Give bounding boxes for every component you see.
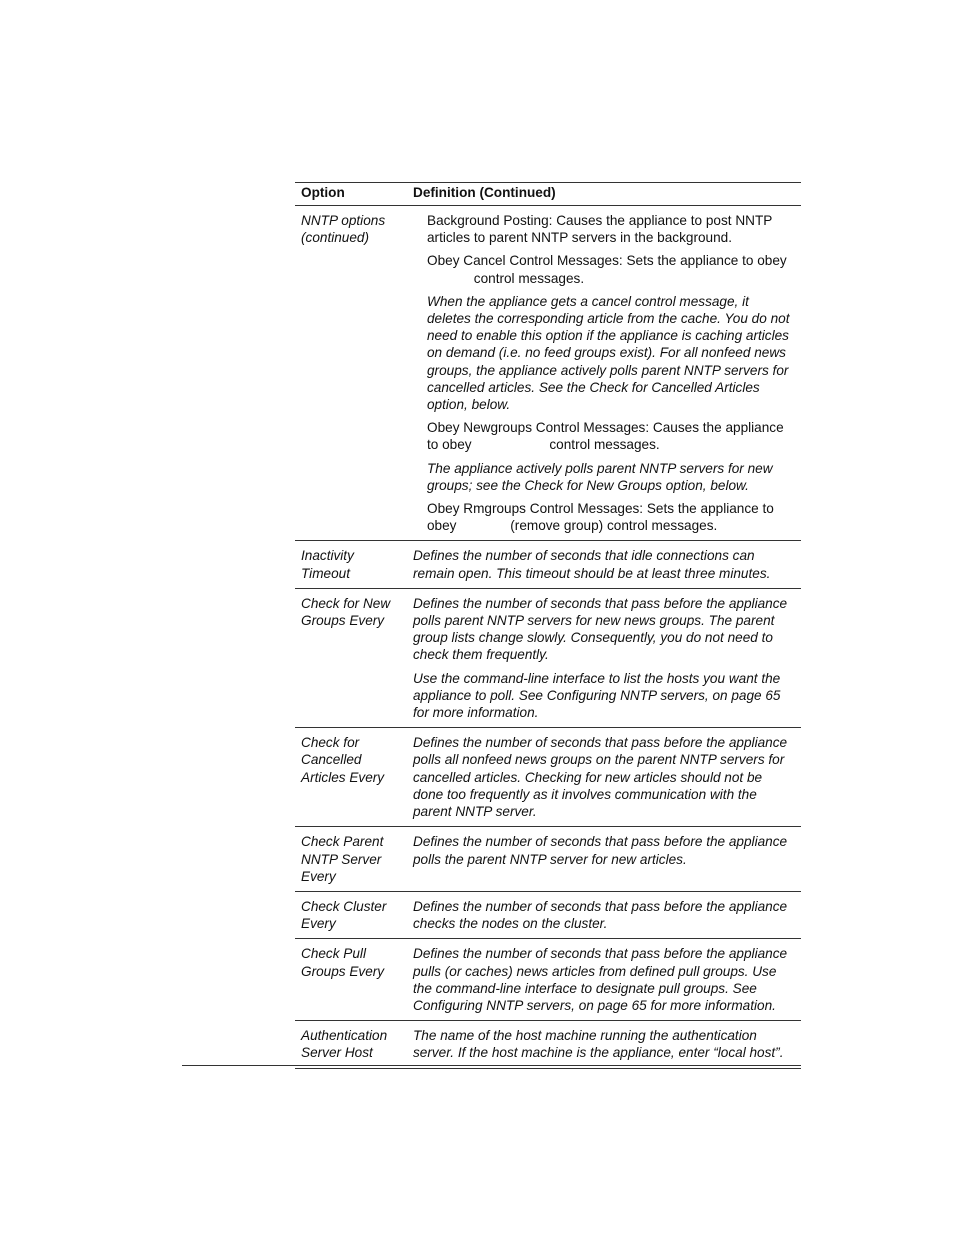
table-header-row <box>295 183 801 206</box>
definition-text: Defines the number of seconds that idle connections can remain open. This timeout should be at least three minutes. <box>413 548 771 581</box>
definition-cell <box>407 891 801 938</box>
option-cell: NNTP options (continued) <box>295 206 407 541</box>
definition-text: The name of the host machine running the authentication server. If the host machine is the appliance, enter “local host”. <box>413 1028 784 1061</box>
obey-rmgroups-text <box>413 500 795 534</box>
option-cell: Inactivity Timeout <box>295 541 407 588</box>
obey-rmgroups-tail: (remove group) control messages. <box>510 518 718 534</box>
table-row <box>295 891 801 938</box>
obey-rmgroups-label: Obey Rmgroups Control Messages: Sets the appliance to obey <box>427 501 774 534</box>
background-posting-text: Background Posting: Causes the appliance to post NNTP articles to parent NNTP servers in the background. <box>427 213 773 246</box>
definition-text: Defines the number of seconds that pass before the appliance polls all nonfeed news groups on the parent NNTP servers for cancelled articles. Checking for new articles should not be done too frequently as it involves communication with the parent NNTP server. <box>413 735 788 820</box>
table-row <box>295 206 801 541</box>
table-row <box>295 1021 801 1068</box>
definition-text: Defines the number of seconds that pass before the appliance checks the nodes on the cluster. <box>413 898 788 932</box>
definition-text: Defines the number of seconds that pass before the appliance polls the parent NNTP server for new articles. <box>413 834 788 867</box>
options-table <box>295 182 801 1069</box>
option-cell: Check Cluster Every <box>295 891 407 938</box>
definition-text: Defines the number of seconds that pass before the appliance polls parent NNTP servers for new news groups. The parent group lists change slowly. Consequently, you do not need to check them frequently. <box>413 595 788 663</box>
table-row <box>295 827 801 892</box>
obey-newgroups-tail: control messages. <box>549 437 660 453</box>
obey-newgroups-text <box>413 419 795 453</box>
definition-text: Use the command-line interface to list the hosts you want the appliance to poll. See Configuring NNTP servers, on page 65 for more information. <box>413 670 781 721</box>
option-cell: Check for New Groups Every <box>295 588 407 727</box>
definition-cell <box>407 728 801 827</box>
definition-cell <box>407 939 801 1021</box>
header-definition: Definition (Continued) <box>407 183 801 206</box>
option-cell: Check for Cancelled Articles Every <box>295 728 407 827</box>
definition-text: Defines the number of seconds that pass before the appliance pulls (or caches) news articles from defined pull groups. Use the command-line interface to designate pull groups. See Configuring NNTP servers, on page 65 for more information. <box>413 946 788 1013</box>
definition-cell <box>407 541 801 588</box>
definition-cell <box>407 1021 801 1068</box>
obey-newgroups-label: Obey Newgroups Control Messages: Causes the appliance to obey <box>427 420 784 453</box>
definition-cell <box>407 827 801 892</box>
table-row <box>295 728 801 827</box>
definition-cell <box>407 206 801 541</box>
table-row <box>295 588 801 727</box>
cancel-note: When the appliance gets a cancel control message, it deletes the corresponding article from the cache. You do not need to enable this option if the appliance is caching articles on demand (i.e. no feed groups exist). For all nonfeed news groups, the appliance actively polls parent NNTP servers for cancelled articles. See the Check for Cancelled Articles option, below. <box>427 293 790 413</box>
option-cell: Check Pull Groups Every <box>295 939 407 1021</box>
obey-cancel-text <box>413 252 795 286</box>
options-table-container <box>295 182 801 1069</box>
obey-cancel-label: Obey Cancel Control Messages: Sets the appliance to obey <box>427 253 787 269</box>
obey-cancel-tail: control messages. <box>473 270 585 286</box>
option-cell: Check Parent NNTP Server Every <box>295 827 407 892</box>
table-row <box>295 939 801 1021</box>
table-row <box>295 541 801 588</box>
newgroups-note: The appliance actively polls parent NNTP servers for new groups; see the Check for New Groups option, below. <box>427 460 773 493</box>
footer-divider <box>182 1065 801 1066</box>
header-option: Option <box>295 183 407 206</box>
definition-cell <box>407 588 801 727</box>
option-cell: Authentication Server Host <box>295 1021 407 1068</box>
